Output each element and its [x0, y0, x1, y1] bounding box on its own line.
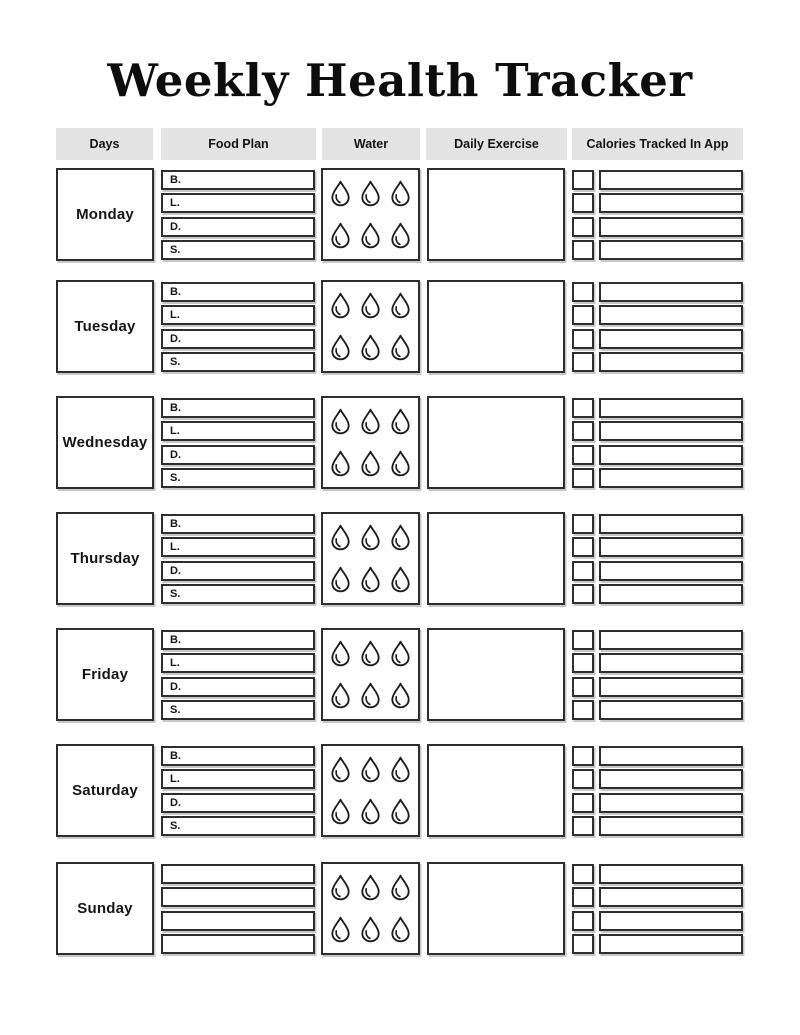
meal-label: L.: [170, 309, 180, 321]
meal-line-dinner[interactable]: [161, 445, 315, 465]
water-drop-icon[interactable]: [330, 566, 351, 593]
water-drop-icon[interactable]: [360, 222, 381, 249]
water-drop-icon[interactable]: [390, 292, 411, 319]
calorie-checkbox[interactable]: [572, 630, 594, 650]
water-drop-icon[interactable]: [330, 408, 351, 435]
calorie-entry-line[interactable]: [599, 793, 743, 813]
day-name-label: Saturday: [72, 782, 138, 799]
meal-line-dinner[interactable]: [161, 217, 315, 237]
day-row-sunday: [56, 862, 743, 955]
calorie-entry-line[interactable]: [599, 193, 743, 213]
daily-exercise-entry-box[interactable]: [427, 512, 565, 605]
calorie-checkbox[interactable]: [572, 421, 594, 441]
day-row-monday: [56, 168, 743, 261]
calorie-entry-line[interactable]: [599, 537, 743, 557]
calorie-checkbox[interactable]: [572, 700, 594, 720]
meal-line-snack[interactable]: [161, 240, 315, 260]
daily-exercise-entry-box[interactable]: [427, 862, 565, 955]
meal-label: S.: [170, 704, 181, 716]
meal-label: L.: [170, 197, 180, 209]
water-tracker-box: [321, 862, 420, 955]
water-drop-icon[interactable]: [360, 756, 381, 783]
water-drop-icon[interactable]: [390, 566, 411, 593]
calorie-checkbox[interactable]: [572, 514, 594, 534]
water-drop-icon[interactable]: [330, 682, 351, 709]
meal-line-breakfast[interactable]: [161, 398, 315, 418]
water-tracker-box: [321, 512, 420, 605]
calorie-entry-line[interactable]: [599, 170, 743, 190]
day-name-label: Friday: [81, 666, 129, 683]
meal-label: B.: [170, 402, 181, 414]
calorie-entry-line[interactable]: [599, 329, 743, 349]
calorie-checkbox[interactable]: [572, 217, 594, 237]
water-drop-icon[interactable]: [390, 334, 411, 361]
meal-line-snack[interactable]: [161, 468, 315, 488]
calorie-entry-line[interactable]: [599, 217, 743, 237]
meal-label: L.: [170, 425, 180, 437]
calorie-entry-line[interactable]: [599, 561, 743, 581]
calorie-entry-line[interactable]: [599, 282, 743, 302]
meal-line-breakfast[interactable]: [161, 514, 315, 534]
day-row-tuesday: [56, 280, 743, 373]
meal-label: B.: [170, 174, 181, 186]
day-row-wednesday: [56, 396, 743, 489]
daily-exercise-entry-box[interactable]: [427, 628, 565, 721]
meal-line-breakfast[interactable]: [161, 282, 315, 302]
calorie-checkbox[interactable]: [572, 793, 594, 813]
water-drop-icon[interactable]: [330, 334, 351, 361]
meal-label: S.: [170, 472, 181, 484]
water-drop-icon[interactable]: [360, 566, 381, 593]
meal-line-dinner[interactable]: [161, 329, 315, 349]
day-name-box: [56, 744, 154, 837]
meal-label: D.: [170, 797, 181, 809]
water-drop-icon[interactable]: [390, 180, 411, 207]
water-drop-icon[interactable]: [360, 334, 381, 361]
water-drop-icon[interactable]: [330, 222, 351, 249]
calorie-checkbox[interactable]: [572, 653, 594, 673]
water-tracker-box: [321, 628, 420, 721]
water-drop-icon[interactable]: [330, 450, 351, 477]
water-drop-icon[interactable]: [360, 292, 381, 319]
water-tracker-box: [321, 744, 420, 837]
daily-exercise-entry-box[interactable]: [427, 744, 565, 837]
water-drop-icon[interactable]: [360, 524, 381, 551]
meal-label: L.: [170, 773, 180, 785]
meal-label: B.: [170, 634, 181, 646]
meal-line-dinner[interactable]: [161, 561, 315, 581]
calorie-entry-line[interactable]: [599, 468, 743, 488]
calorie-entry-line[interactable]: [599, 816, 743, 836]
column-header-daily-exercise: Daily Exercise: [426, 128, 567, 160]
column-header-water: Water: [322, 128, 420, 160]
meal-line-breakfast[interactable]: [161, 170, 315, 190]
meal-label: L.: [170, 541, 180, 553]
water-drop-icon[interactable]: [390, 798, 411, 825]
water-drop-icon[interactable]: [360, 180, 381, 207]
daily-exercise-entry-box[interactable]: [427, 280, 565, 373]
calorie-entry-line[interactable]: [599, 445, 743, 465]
meal-label: S.: [170, 588, 181, 600]
day-row-thursday: [56, 512, 743, 605]
meal-line-lunch[interactable]: [161, 887, 315, 907]
calorie-entry-line[interactable]: [599, 305, 743, 325]
meal-line-snack[interactable]: [161, 352, 315, 372]
meal-line-lunch[interactable]: [161, 653, 315, 673]
meal-label: D.: [170, 681, 181, 693]
meal-label: L.: [170, 657, 180, 669]
water-drop-icon[interactable]: [330, 640, 351, 667]
water-drop-icon[interactable]: [390, 222, 411, 249]
calorie-entry-line[interactable]: [599, 887, 743, 907]
day-name-box: [56, 280, 154, 373]
meal-line-dinner[interactable]: [161, 793, 315, 813]
water-drop-icon[interactable]: [330, 916, 351, 943]
water-drop-icon[interactable]: [390, 756, 411, 783]
column-header-days: Days: [56, 128, 153, 160]
day-row-saturday: [56, 744, 743, 837]
calorie-checkbox[interactable]: [572, 282, 594, 302]
meal-label: B.: [170, 518, 181, 530]
meal-line-lunch[interactable]: [161, 193, 315, 213]
water-drop-icon[interactable]: [360, 874, 381, 901]
meal-label: B.: [170, 286, 181, 298]
water-drop-icon[interactable]: [360, 450, 381, 477]
calorie-checkbox[interactable]: [572, 911, 594, 931]
water-drop-icon[interactable]: [360, 798, 381, 825]
water-tracker-box: [321, 168, 420, 261]
calorie-checkbox[interactable]: [572, 240, 594, 260]
water-drop-icon[interactable]: [360, 682, 381, 709]
meal-line-lunch[interactable]: [161, 537, 315, 557]
day-row-friday: [56, 628, 743, 721]
meal-line-breakfast[interactable]: [161, 746, 315, 766]
water-drop-icon[interactable]: [330, 798, 351, 825]
meal-label: B.: [170, 750, 181, 762]
calorie-entry-line[interactable]: [599, 584, 743, 604]
meal-line-snack[interactable]: [161, 584, 315, 604]
calorie-entry-line[interactable]: [599, 864, 743, 884]
calorie-checkbox[interactable]: [572, 398, 594, 418]
meal-label: S.: [170, 356, 181, 368]
column-header-calories: Calories Tracked In App: [572, 128, 743, 160]
water-drop-icon[interactable]: [330, 756, 351, 783]
calorie-entry-line[interactable]: [599, 352, 743, 372]
calorie-entry-line[interactable]: [599, 746, 743, 766]
day-name-label: Thursday: [70, 550, 140, 567]
calorie-entry-line[interactable]: [599, 934, 743, 954]
calorie-checkbox[interactable]: [572, 934, 594, 954]
calorie-checkbox[interactable]: [572, 677, 594, 697]
meal-line-snack[interactable]: [161, 700, 315, 720]
water-drop-icon[interactable]: [330, 180, 351, 207]
water-tracker-box: [321, 396, 420, 489]
water-drop-icon[interactable]: [360, 916, 381, 943]
meal-line-dinner[interactable]: [161, 677, 315, 697]
calorie-checkbox[interactable]: [572, 584, 594, 604]
calorie-entry-line[interactable]: [599, 653, 743, 673]
meal-line-dinner[interactable]: [161, 911, 315, 931]
calorie-checkbox[interactable]: [572, 170, 594, 190]
calorie-checkbox[interactable]: [572, 864, 594, 884]
meal-line-snack[interactable]: [161, 816, 315, 836]
water-drop-icon[interactable]: [390, 640, 411, 667]
calorie-checkbox[interactable]: [572, 193, 594, 213]
calorie-entry-line[interactable]: [599, 514, 743, 534]
calorie-entry-line[interactable]: [599, 398, 743, 418]
meal-label: D.: [170, 221, 181, 233]
day-name-box: [56, 396, 154, 489]
water-drop-icon[interactable]: [390, 524, 411, 551]
water-drop-icon[interactable]: [390, 408, 411, 435]
calorie-checkbox[interactable]: [572, 445, 594, 465]
calorie-checkbox[interactable]: [572, 887, 594, 907]
column-header-food-plan: Food Plan: [161, 128, 316, 160]
water-drop-icon[interactable]: [390, 916, 411, 943]
calorie-checkbox[interactable]: [572, 329, 594, 349]
calorie-checkbox[interactable]: [572, 561, 594, 581]
calorie-entry-line[interactable]: [599, 421, 743, 441]
daily-exercise-entry-box[interactable]: [427, 168, 565, 261]
meal-line-breakfast[interactable]: [161, 630, 315, 650]
day-name-box: [56, 512, 154, 605]
day-name-box: [56, 628, 154, 721]
calorie-checkbox[interactable]: [572, 468, 594, 488]
meal-label: S.: [170, 820, 181, 832]
calorie-entry-line[interactable]: [599, 911, 743, 931]
water-drop-icon[interactable]: [390, 682, 411, 709]
meal-label: D.: [170, 449, 181, 461]
calorie-checkbox[interactable]: [572, 746, 594, 766]
meal-line-snack[interactable]: [161, 934, 315, 954]
day-name-label: Wednesday: [62, 434, 148, 451]
water-drop-icon[interactable]: [360, 640, 381, 667]
water-drop-icon[interactable]: [390, 874, 411, 901]
calorie-entry-line[interactable]: [599, 240, 743, 260]
meal-line-breakfast[interactable]: [161, 864, 315, 884]
meal-line-lunch[interactable]: [161, 421, 315, 441]
water-drop-icon[interactable]: [330, 292, 351, 319]
meal-label: S.: [170, 244, 181, 256]
calorie-checkbox[interactable]: [572, 769, 594, 789]
meal-line-lunch[interactable]: [161, 769, 315, 789]
day-name-label: Monday: [76, 206, 134, 223]
page-title: Weekly Health Tracker: [107, 54, 693, 107]
water-drop-icon[interactable]: [360, 408, 381, 435]
day-name-box: [56, 168, 154, 261]
calorie-checkbox[interactable]: [572, 352, 594, 372]
day-name-label: Tuesday: [74, 318, 136, 335]
calorie-checkbox[interactable]: [572, 537, 594, 557]
calorie-checkbox[interactable]: [572, 816, 594, 836]
calorie-entry-line[interactable]: [599, 700, 743, 720]
daily-exercise-entry-box[interactable]: [427, 396, 565, 489]
water-drop-icon[interactable]: [390, 450, 411, 477]
calorie-entry-line[interactable]: [599, 677, 743, 697]
calorie-entry-line[interactable]: [599, 769, 743, 789]
meal-label: D.: [170, 565, 181, 577]
day-name-label: Sunday: [77, 900, 133, 917]
day-name-box: [56, 862, 154, 955]
water-tracker-box: [321, 280, 420, 373]
water-drop-icon[interactable]: [330, 524, 351, 551]
calorie-entry-line[interactable]: [599, 630, 743, 650]
meal-label: D.: [170, 333, 181, 345]
meal-line-lunch[interactable]: [161, 305, 315, 325]
water-drop-icon[interactable]: [330, 874, 351, 901]
calorie-checkbox[interactable]: [572, 305, 594, 325]
